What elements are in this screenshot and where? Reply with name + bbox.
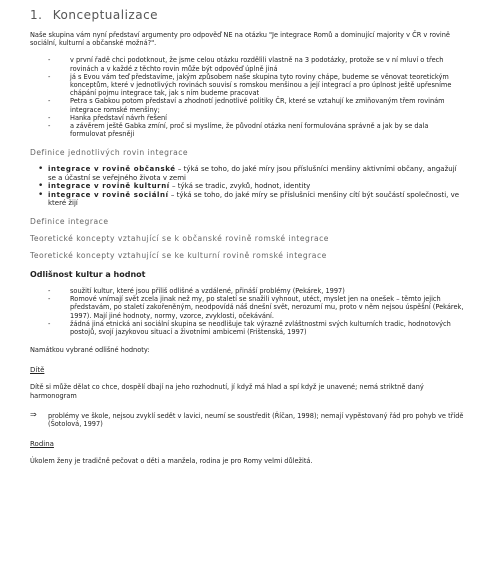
integration-level-item [30,191,466,208]
dash-item: - žádná jiná etnická ani sociální skupina se neodlišuje tak výrazně zvláštnostmi svých kulturních tradic, hodnotových postojů, svojí jazykovou situací a životními ambicemi (Frištenská, 1997) [30,320,466,336]
dite-label: Dítě [30,366,45,375]
intro-paragraph: Naše skupina vám nyní představí argumenty pro odpověď NE na otázku "Je integrace Romů a dominující majority v ČR v rovině sociální, kulturní a občanské možná?". [30,31,450,48]
dash-item: - Petra s Gabkou potom představí a zhodnotí jednotlivé politiky ČR, které se vztahují ke zmiňovaným třem rovinám integrace romské menšiny; [30,97,466,113]
rodina-paragraph: Úkolem ženy je tradičně pečovat o děti a manžela, rodina je pro Romy velmi důležitá. [30,457,313,466]
section-title: Konceptualizace [52,8,159,22]
dash-item: - Hanka představí návrh řešení [30,114,466,122]
integration-term: integrace v rovině kulturní [48,182,170,191]
odlisnost-list [30,287,466,336]
arrow-text: problémy ve škole, nejsou zvyklí sedět v lavici, neumí se soustředit (Říčan, 1998); nemají vypěstovaný řád pro pohyb ve třídě (Šotolová, 1997) [48,411,464,428]
section-heading [30,8,466,22]
section-number: 1. [30,8,43,22]
dite-paragraph: Dítě si může dělat co chce, dospělí dbají na jeho rozhodnutí, jí když má hlad a spí když je unavené; nemá striktně daný harmonogram [30,383,424,400]
integration-levels-list [30,165,466,208]
rodina-label: Rodina [30,440,54,449]
arrow-item [30,409,466,428]
dash-list [30,56,466,138]
subheading-definice-integrace: Definice integrace [30,216,109,226]
dash-item: - a závěrem ještě Gabka zmíní, proč si myslíme, že původní otázka není formulována správně a jak by se dala formulovat přesněji [30,122,466,138]
integration-desc: – týká se tradic, zvyků, hodnot, identity [169,182,311,191]
integration-level-item [30,165,466,182]
integration-term: integrace v rovině sociální [48,190,169,199]
namatkou-text: Namátkou vybrané odlišné hodnoty: [30,346,150,355]
subheading-koncepty-obcanska: Teoretické koncepty vztahující se k občanské rovině romské integrace [30,233,329,243]
subheading-definice-rovin: Definice jednotlivých rovin integrace [30,148,189,158]
integration-desc: – týká se toho, do jaké míry jsou příslušníci menšiny aktivními občany, angažují se a účastní se veřejného života v zemi [48,165,457,182]
subheading-koncepty-kulturni: Teoretické koncepty vztahující se ke kulturní rovině romské integrace [30,250,327,260]
dash-item: - Romové vnímají svět zcela jinak než my, po staletí se snažili vyhnout, utéct, myslet jen na onešek – těmto jejich představám, po staletí zakořeněným, neodpovídá náš dnešní svět, nerozumí mu, proto v něm nejsou úspěšní (Pekárek, 1997). Mají jiné hodnoty, normy, vzorce, zvyklosti, očekávání. [30,295,466,320]
dash-item: - já s Evou vám teď představíme, jakým způsobem naše skupina tyto roviny chápe, budeme se věnovat teoretickým konceptům, které v jednotlivých rovinách souvisí s romskou menšinou a její integrací a pro úplnost ještě upřesníme chápání pojmu integrace tak, jak s ním budeme pracovat [30,73,466,98]
integration-term: integrace v rovině občanské [48,165,176,174]
dash-item: - v první řadě chci podotknout, že jsme celou otázku rozdělili vlastně na 3 podotázky, protože se v ní mluví o třech rovinách a v každé z těchto rovin může být odpověď úplně jiná [30,56,466,72]
arrow-right-icon: ⇒ [30,409,37,419]
odlisnost-heading: Odlišnost kultur a hodnot [30,269,146,279]
dash-item: - soužití kultur, které jsou příliš odlišné a vzdálené, přináší problémy (Pekárek, 1997) [30,287,466,295]
integration-desc: – týká se toho, do jaké míry se příslušníci menšiny cítí být součástí společnosti, ve které žijí [48,190,460,208]
integration-level-item [30,182,466,191]
